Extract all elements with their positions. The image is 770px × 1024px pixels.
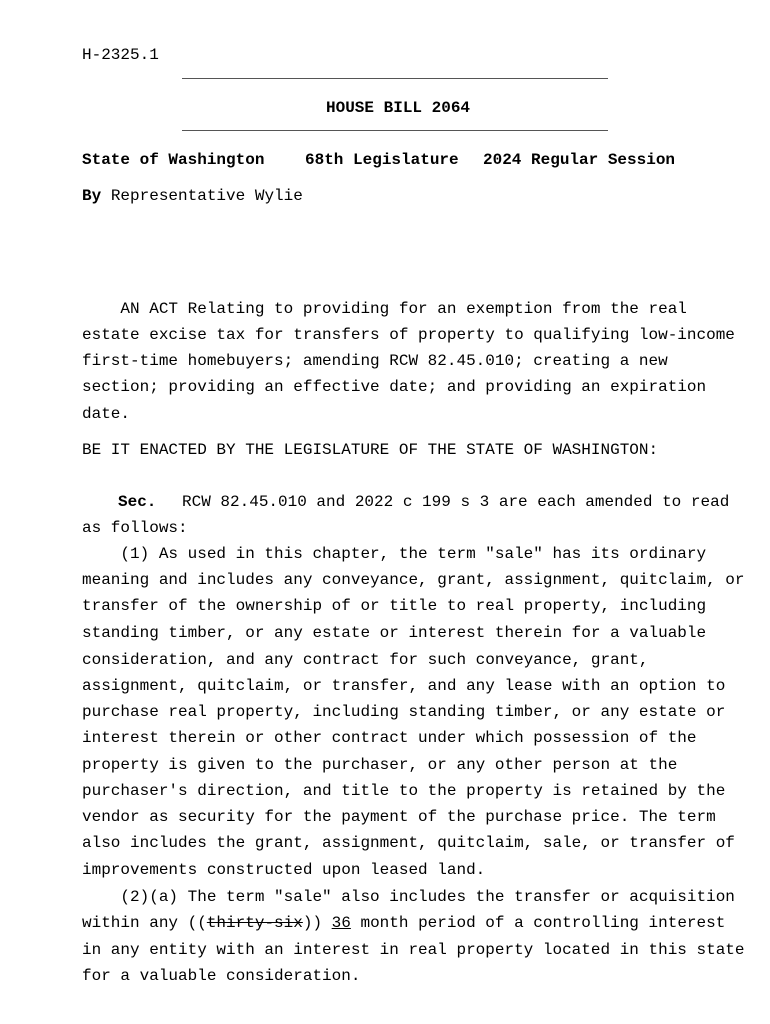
para-line: improvements constructed upon leased land.: [82, 861, 486, 879]
para-line: (1) As used in this chapter, the term "sale" has its ordinary: [82, 545, 707, 563]
para-line: property is given to the purchaser, or any other person at the: [82, 756, 678, 774]
act-line: section; providing an effective date; and providing an expiration: [82, 378, 707, 396]
amended-text: month period of a controlling interest: [350, 914, 726, 932]
amended-line: [82, 914, 725, 932]
para-line: assignment, quitclaim, or transfer, and any lease with an option to: [82, 677, 726, 695]
para-line: purchase real property, including standing timber, or any estate or: [82, 703, 726, 721]
para-line: vendor as security for the payment of the purchase price. The term: [82, 808, 716, 826]
section-intro: RCW 82.45.010 and 2022 c 199 s 3 are each amended to read: [182, 493, 730, 511]
amended-text: within any ((: [82, 914, 207, 932]
section-label: Sec.: [118, 493, 157, 511]
sponsor-line: [82, 187, 303, 205]
struck-text: thirty-six: [206, 914, 303, 932]
state-label: State of Washington: [82, 151, 265, 169]
act-line: first-time homebuyers; amending RCW 82.45.010; creating a new: [82, 352, 668, 370]
inserted-text: 36: [331, 914, 351, 932]
para-line: standing timber, or any estate or interest therein for a valuable: [82, 624, 707, 642]
title-rule-bottom: [182, 130, 608, 131]
by-label: By: [82, 187, 102, 205]
para-line: also includes the grant, assignment, quitclaim, sale, or transfer of: [82, 834, 735, 852]
para-line: transfer of the ownership of or title to real property, including: [82, 597, 707, 615]
session-label: 2024 Regular Session: [483, 151, 676, 169]
para-line: meaning and includes any conveyance, grant, assignment, quitclaim, or: [82, 571, 745, 589]
para-line: interest therein or other contract under which possession of the: [82, 729, 697, 747]
sponsor-name: Representative Wylie: [110, 187, 303, 205]
enacting-clause: BE IT ENACTED BY THE LEGISLATURE OF THE STATE OF WASHINGTON:: [82, 441, 659, 459]
title-rule-top: [182, 78, 608, 79]
para-line: in any entity with an interest in real property located in this state: [82, 941, 745, 959]
act-line: estate excise tax for transfers of property to qualifying low-income: [82, 326, 735, 344]
bill-title: HOUSE BILL 2064: [326, 99, 471, 117]
para-line: purchaser's direction, and title to the property is retained by the: [82, 782, 726, 800]
act-line: AN ACT Relating to providing for an exemption from the real: [82, 300, 687, 318]
para-line: for a valuable consideration.: [82, 967, 361, 985]
para-line: (2)(a) The term "sale" also includes the transfer or acquisition: [82, 888, 735, 906]
doc-code: H-2325.1: [82, 46, 159, 64]
para-line: consideration, and any contract for such conveyance, grant,: [82, 651, 649, 669]
act-line: date.: [82, 405, 131, 423]
legislature-label: 68th Legislature: [305, 151, 459, 169]
section-intro-continued: as follows:: [82, 519, 188, 537]
amended-text: )): [302, 914, 332, 932]
